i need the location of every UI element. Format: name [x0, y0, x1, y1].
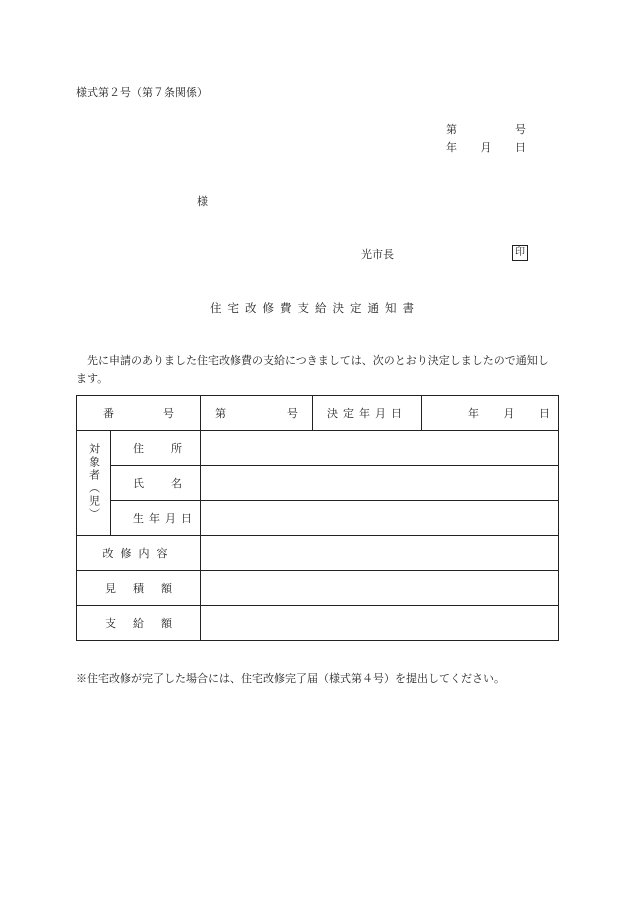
payment-label-2: 給	[133, 617, 144, 630]
payment-value	[201, 606, 559, 641]
doc-number-prefix: 第	[446, 123, 457, 136]
name-label-2: 名	[171, 477, 182, 490]
number-value-cell	[201, 396, 313, 431]
subject-group-label: 対象者（児）	[87, 442, 101, 521]
renovation-label: 改修内容	[102, 547, 175, 560]
document-number-line	[446, 121, 526, 137]
payment-label-cell	[77, 606, 201, 641]
renovation-value	[201, 536, 559, 571]
footnote: ※住宅改修が完了した場合には、住宅改修完了届（様式第４号）を提出してください。	[76, 672, 505, 685]
table-row	[77, 466, 559, 501]
estimate-value	[201, 571, 559, 606]
name-label-1: 氏	[133, 477, 144, 490]
birthdate-label: 生年月日	[133, 512, 197, 525]
seal-mark: 印	[512, 245, 528, 261]
address-value	[201, 431, 559, 466]
decision-date-year: 年	[468, 407, 479, 420]
decision-date-value-cell	[422, 396, 559, 431]
table-row	[77, 536, 559, 571]
number-label-cell	[77, 396, 201, 431]
table-row	[77, 431, 559, 466]
decision-date-month: 月	[503, 407, 515, 420]
addressee-suffix: 様	[197, 195, 208, 208]
body-text: 先に申請のありました住宅改修費の支給につきましては、次のとおり決定しましたので通知します。	[76, 354, 549, 385]
table-row	[77, 501, 559, 536]
address-label-2: 所	[171, 442, 182, 455]
birthdate-value	[201, 501, 559, 536]
estimate-label-3: 額	[161, 582, 172, 595]
number-label-2: 号	[163, 407, 174, 420]
renovation-label-cell	[77, 536, 201, 571]
decision-date-label: 決定年月日	[313, 396, 422, 431]
estimate-label-cell	[77, 571, 201, 606]
name-value	[201, 466, 559, 501]
table-row	[77, 606, 559, 641]
doc-date-month: 月	[480, 141, 492, 154]
document-date-line	[446, 139, 526, 155]
address-label-cell	[111, 431, 201, 466]
payment-label-3: 額	[161, 617, 172, 630]
birthdate-label-cell	[111, 501, 201, 536]
number-value-prefix: 第	[215, 407, 226, 420]
subject-group-cell	[77, 431, 111, 536]
doc-date-year: 年	[446, 141, 457, 154]
form-number: 様式第２号（第７条関係）	[76, 86, 208, 99]
issuer-title: 光市長	[361, 248, 394, 261]
decision-date-day: 日	[539, 407, 550, 420]
number-label-1: 番	[103, 407, 114, 420]
notice-table	[76, 395, 559, 641]
payment-label-1: 支	[105, 617, 116, 630]
estimate-label-2: 積	[133, 582, 144, 595]
name-label-cell	[111, 466, 201, 501]
document-title: 住宅改修費支給決定通知書	[210, 301, 420, 315]
number-value-suffix: 号	[287, 407, 298, 420]
table-row	[77, 396, 559, 431]
address-label-1: 住	[133, 442, 144, 455]
doc-date-day: 日	[515, 141, 526, 154]
table-row	[77, 571, 559, 606]
doc-number-suffix: 号	[515, 123, 526, 136]
estimate-label-1: 見	[105, 582, 116, 595]
